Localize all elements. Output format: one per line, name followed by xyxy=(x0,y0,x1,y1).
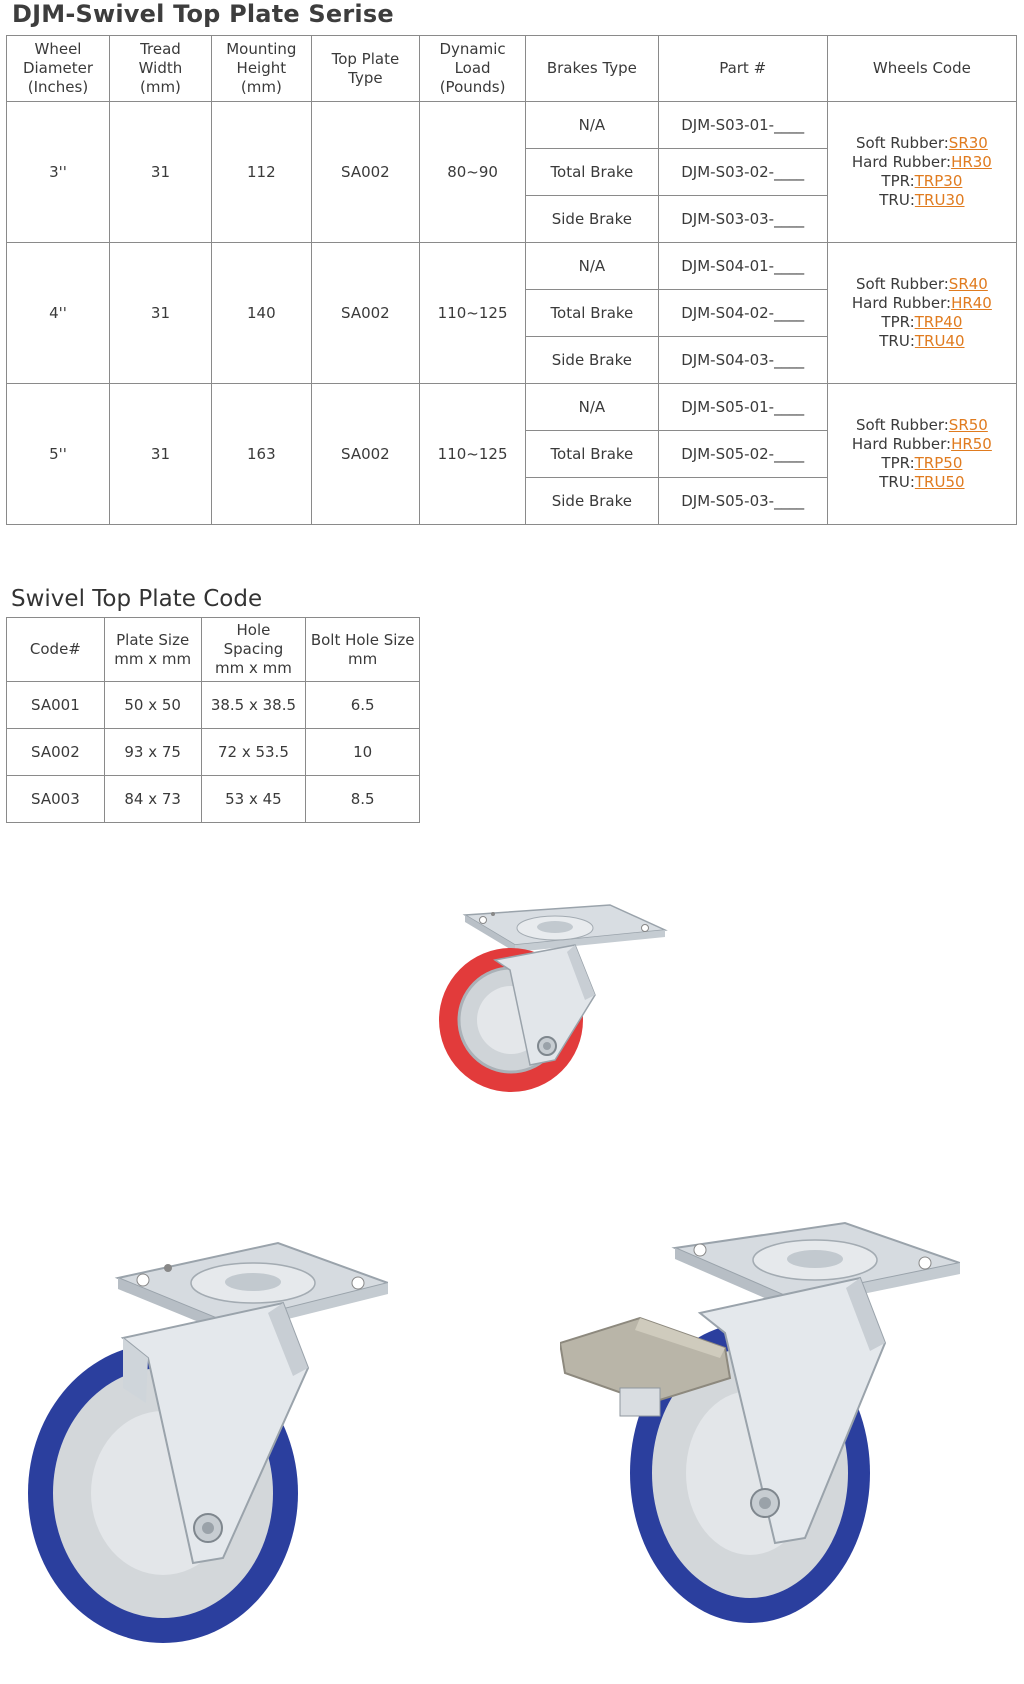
header-line: Width xyxy=(138,59,183,77)
column-header xyxy=(658,36,827,102)
table-cell: 53 x 45 xyxy=(201,776,306,823)
plate-code-title: Swivel Top Plate Code xyxy=(11,586,263,612)
tread-width-cell: 31 xyxy=(109,102,211,243)
header-line: Diameter xyxy=(22,59,93,77)
brake-type-cell: Side Brake xyxy=(526,478,658,525)
table-cell: 8.5 xyxy=(306,776,420,823)
wheel-code-line xyxy=(828,294,1016,313)
header-line: (mm) xyxy=(139,78,181,96)
top-plate-type-cell: SA002 xyxy=(311,384,419,525)
header-line: Plate Size xyxy=(116,630,190,649)
tread-width-cell: 31 xyxy=(109,243,211,384)
dynamic-load-cell: 110~125 xyxy=(420,243,526,384)
table-row xyxy=(7,102,1017,149)
wheel-code-link[interactable]: SR30 xyxy=(948,134,988,152)
wheel-code-line xyxy=(828,313,1016,332)
header-line: Mounting xyxy=(226,40,297,58)
wheel-code-link[interactable]: TRP30 xyxy=(914,172,963,190)
wheels-code-cell xyxy=(827,102,1016,243)
part-number-cell: DJM-S04-01-____ xyxy=(658,243,827,290)
wheel-code-line xyxy=(828,275,1016,294)
table-cell: 6.5 xyxy=(306,682,420,729)
column-header xyxy=(7,618,105,682)
wheel-diameter-cell: 5'' xyxy=(7,384,110,525)
wheel-code-label: TPR: xyxy=(881,454,915,472)
wheel-code-label: Hard Rubber: xyxy=(851,153,952,171)
header-line: Tread xyxy=(140,40,181,58)
header-line: Height xyxy=(236,59,287,77)
wheel-code-line xyxy=(828,454,1016,473)
table-cell: 50 x 50 xyxy=(104,682,201,729)
wheel-code-link[interactable]: HR40 xyxy=(951,294,992,312)
header-line: (Pounds) xyxy=(439,78,506,96)
wheel-code-link[interactable]: TRU30 xyxy=(914,191,965,209)
wheel-code-link[interactable]: HR50 xyxy=(951,435,992,453)
header-line: Type xyxy=(348,68,383,87)
mounting-height-cell: 163 xyxy=(211,384,311,525)
table-row xyxy=(7,729,420,776)
wheel-code-link[interactable]: SR40 xyxy=(948,275,988,293)
wheel-code-label: TPR: xyxy=(881,172,915,190)
table-cell: SA001 xyxy=(7,682,105,729)
wheel-code-label: TRU: xyxy=(879,191,915,209)
part-number-cell: DJM-S03-01-____ xyxy=(658,102,827,149)
part-number-cell: DJM-S04-02-____ xyxy=(658,290,827,337)
wheel-code-label: Soft Rubber: xyxy=(855,416,949,434)
wheel-code-label: Soft Rubber: xyxy=(855,134,949,152)
red-swivel-caster-image xyxy=(435,900,675,1130)
wheel-code-line xyxy=(828,191,1016,210)
brake-type-cell: Total Brake xyxy=(526,290,658,337)
column-header xyxy=(7,36,110,102)
header-line: mm xyxy=(348,649,378,668)
brake-type-cell: N/A xyxy=(526,102,658,149)
wheel-code-link[interactable]: TRU50 xyxy=(914,473,965,491)
brake-type-cell: Total Brake xyxy=(526,149,658,196)
part-number-cell: DJM-S05-03-____ xyxy=(658,478,827,525)
mounting-height-cell: 112 xyxy=(211,102,311,243)
column-header xyxy=(420,36,526,102)
wheel-code-label: Soft Rubber: xyxy=(855,275,949,293)
mounting-height-cell: 140 xyxy=(211,243,311,384)
table-cell: SA003 xyxy=(7,776,105,823)
wheels-code-cell xyxy=(827,384,1016,525)
brake-type-cell: Total Brake xyxy=(526,431,658,478)
header-line: Bolt Hole Size xyxy=(310,630,415,649)
wheel-code-line xyxy=(828,435,1016,454)
brake-type-cell: Side Brake xyxy=(526,196,658,243)
tread-width-cell: 31 xyxy=(109,384,211,525)
blue-swivel-caster-with-brake-image xyxy=(560,1208,960,1648)
dynamic-load-cell: 80~90 xyxy=(420,102,526,243)
wheel-code-label: TPR: xyxy=(881,313,915,331)
dynamic-load-cell: 110~125 xyxy=(420,384,526,525)
header-line: Wheels Code xyxy=(872,59,971,77)
header-line: Part # xyxy=(719,59,767,77)
blue-swivel-caster-image xyxy=(28,1228,388,1648)
brake-type-cell: N/A xyxy=(526,384,658,431)
wheel-diameter-cell: 3'' xyxy=(7,102,110,243)
column-header xyxy=(211,36,311,102)
wheel-code-line xyxy=(828,332,1016,351)
caster-spec-table xyxy=(6,35,1017,525)
wheel-code-link[interactable]: TRP50 xyxy=(914,454,963,472)
part-number-cell: DJM-S03-03-____ xyxy=(658,196,827,243)
column-header xyxy=(104,618,201,682)
wheel-code-line xyxy=(828,153,1016,172)
wheel-code-line xyxy=(828,134,1016,153)
plate-table-body xyxy=(7,682,420,823)
header-line: Load xyxy=(454,59,491,77)
table-row xyxy=(7,243,1017,290)
table-cell: 84 x 73 xyxy=(104,776,201,823)
table-cell: 93 x 75 xyxy=(104,729,201,776)
column-header xyxy=(827,36,1016,102)
header-line: Brakes Type xyxy=(546,59,637,77)
wheel-code-label: Hard Rubber: xyxy=(851,294,952,312)
header-line: Code# xyxy=(29,640,81,658)
table-row xyxy=(7,682,420,729)
wheel-code-label: TRU: xyxy=(879,473,915,491)
header-line: Dynamic xyxy=(439,40,506,58)
part-number-cell: DJM-S03-02-____ xyxy=(658,149,827,196)
page-title: DJM-Swivel Top Plate Serise xyxy=(12,0,394,28)
wheel-diameter-cell: 4'' xyxy=(7,243,110,384)
table-cell: 38.5 x 38.5 xyxy=(201,682,306,729)
table-row xyxy=(7,776,420,823)
part-number-cell: DJM-S05-02-____ xyxy=(658,431,827,478)
header-line: (Inches) xyxy=(27,78,89,96)
column-header xyxy=(306,618,420,682)
header-line: Spacing xyxy=(223,640,284,658)
wheel-code-link[interactable]: SR50 xyxy=(948,416,988,434)
header-line: (mm) xyxy=(240,78,282,96)
wheel-code-link[interactable]: HR30 xyxy=(951,153,992,171)
column-header xyxy=(201,618,306,682)
column-header xyxy=(109,36,211,102)
top-plate-type-cell: SA002 xyxy=(311,243,419,384)
header-line: mm x mm xyxy=(114,649,192,668)
wheel-code-line xyxy=(828,473,1016,492)
wheels-code-cell xyxy=(827,243,1016,384)
wheel-code-label: TRU: xyxy=(879,332,915,350)
header-line: Wheel xyxy=(34,40,82,58)
table-cell: 72 x 53.5 xyxy=(201,729,306,776)
header-line: Top Plate xyxy=(331,49,400,68)
column-header xyxy=(526,36,658,102)
brake-type-cell: Side Brake xyxy=(526,337,658,384)
spec-header-row xyxy=(7,36,1017,102)
plate-code-table xyxy=(6,617,420,823)
table-cell: SA002 xyxy=(7,729,105,776)
header-line: mm x mm xyxy=(214,659,292,677)
wheel-code-line xyxy=(828,172,1016,191)
table-row xyxy=(7,384,1017,431)
wheel-code-link[interactable]: TRP40 xyxy=(914,313,963,331)
top-plate-type-cell: SA002 xyxy=(311,102,419,243)
brake-type-cell: N/A xyxy=(526,243,658,290)
header-line: Hole xyxy=(236,621,271,639)
plate-header-row xyxy=(7,618,420,682)
spec-table-body xyxy=(7,102,1017,525)
part-number-cell: DJM-S04-03-____ xyxy=(658,337,827,384)
wheel-code-link[interactable]: TRU40 xyxy=(914,332,965,350)
column-header xyxy=(311,36,419,102)
wheel-code-line xyxy=(828,416,1016,435)
part-number-cell: DJM-S05-01-____ xyxy=(658,384,827,431)
table-cell: 10 xyxy=(306,729,420,776)
wheel-code-label: Hard Rubber: xyxy=(851,435,952,453)
